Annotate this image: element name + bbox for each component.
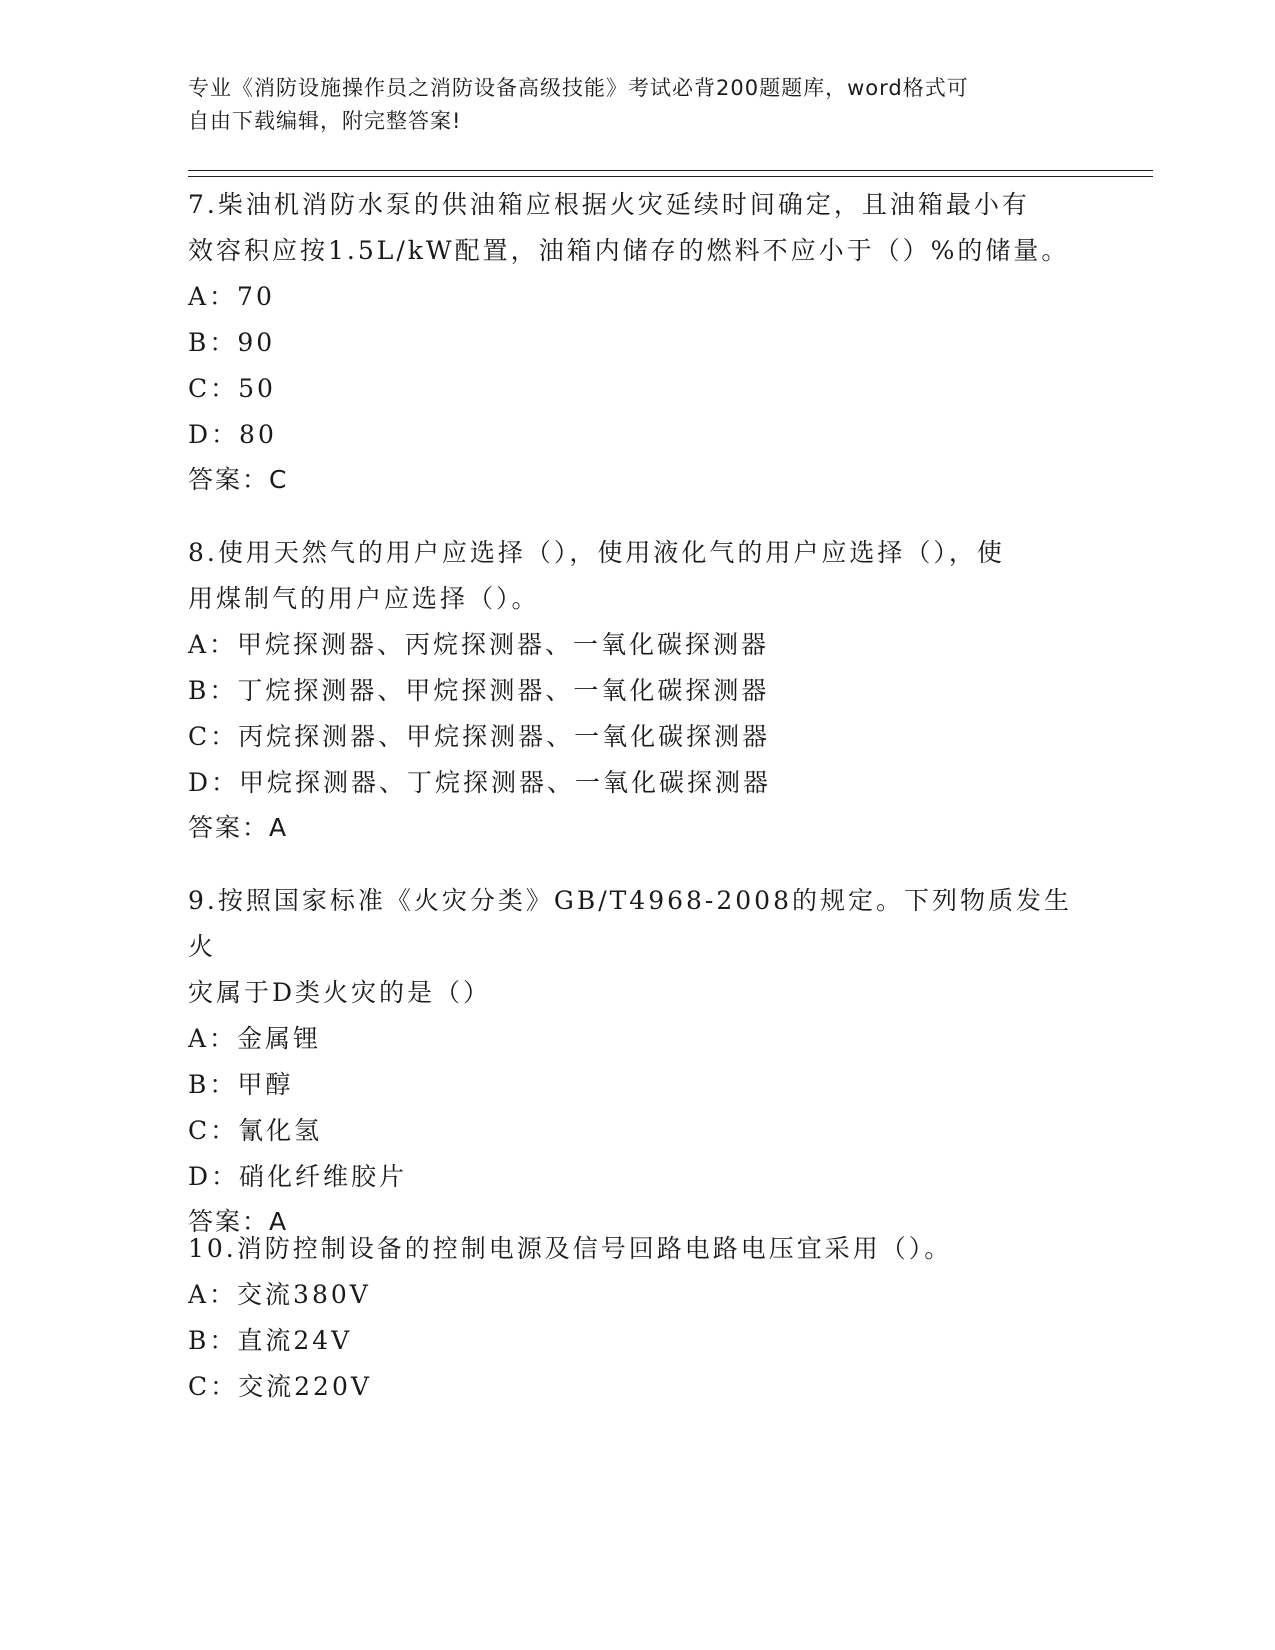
option-d: D：硝化纤维胶片 — [188, 1162, 408, 1191]
option-b: B：直流24V — [188, 1326, 353, 1355]
option-b: B：甲醇 — [188, 1070, 294, 1099]
option-c: C：50 — [188, 374, 276, 403]
question-9 — [188, 878, 1088, 1244]
header-divider-bottom — [188, 176, 1153, 177]
header-line-1: 专业《消防设施操作员之消防设备高级技能》考试必背200题题库，word格式可 — [188, 76, 969, 100]
option-c: C：氰化氢 — [188, 1116, 323, 1145]
question-stem: 灾属于D类火灾的是（） — [188, 978, 492, 1007]
option-b: B：丁烷探测器、甲烷探测器、一氧化碳探测器 — [188, 676, 770, 705]
option-c: C：丙烷探测器、甲烷探测器、一氧化碳探测器 — [188, 722, 771, 751]
option-d: D：甲烷探测器、丁烷探测器、一氧化碳探测器 — [188, 768, 772, 797]
answer: 答案：A — [188, 1207, 289, 1236]
option-a: A：交流380V — [188, 1280, 371, 1309]
question-stem: 7.柴油机消防水泵的供油箱应根据火灾延续时间确定，且油箱最小有 — [188, 190, 1030, 219]
option-a: A：金属锂 — [188, 1024, 322, 1053]
question-stem: 8.使用天然气的用户应选择（），使用液化气的用户应选择（），使 — [188, 538, 1005, 567]
option-b: B：90 — [188, 328, 276, 357]
document-header — [188, 72, 1068, 138]
question-stem: 效容积应按1.5L/kW配置，油箱内储存的燃料不应小于（）%的储量。 — [188, 236, 1070, 265]
option-a: A：70 — [188, 282, 275, 311]
question-stem: 9.按照国家标准《火灾分类》GB/T4968-2008的规定。下列物质发生火 — [188, 886, 1072, 961]
answer: 答案：C — [188, 465, 289, 494]
question-stem: 10.消防控制设备的控制电源及信号回路电路电压宜采用（）。 — [188, 1234, 953, 1263]
option-d: D：80 — [188, 420, 277, 449]
header-divider-top — [188, 170, 1153, 171]
answer: 答案：A — [188, 813, 289, 842]
question-stem: 用煤制气的用户应选择（）。 — [188, 584, 540, 613]
header-line-2: 自由下载编辑，附完整答案! — [188, 109, 462, 133]
option-a: A：甲烷探测器、丙烷探测器、一氧化碳探测器 — [188, 630, 770, 659]
question-7 — [188, 182, 1088, 502]
question-10 — [188, 1226, 1088, 1410]
question-8 — [188, 530, 1088, 850]
option-c: C：交流220V — [188, 1372, 372, 1401]
